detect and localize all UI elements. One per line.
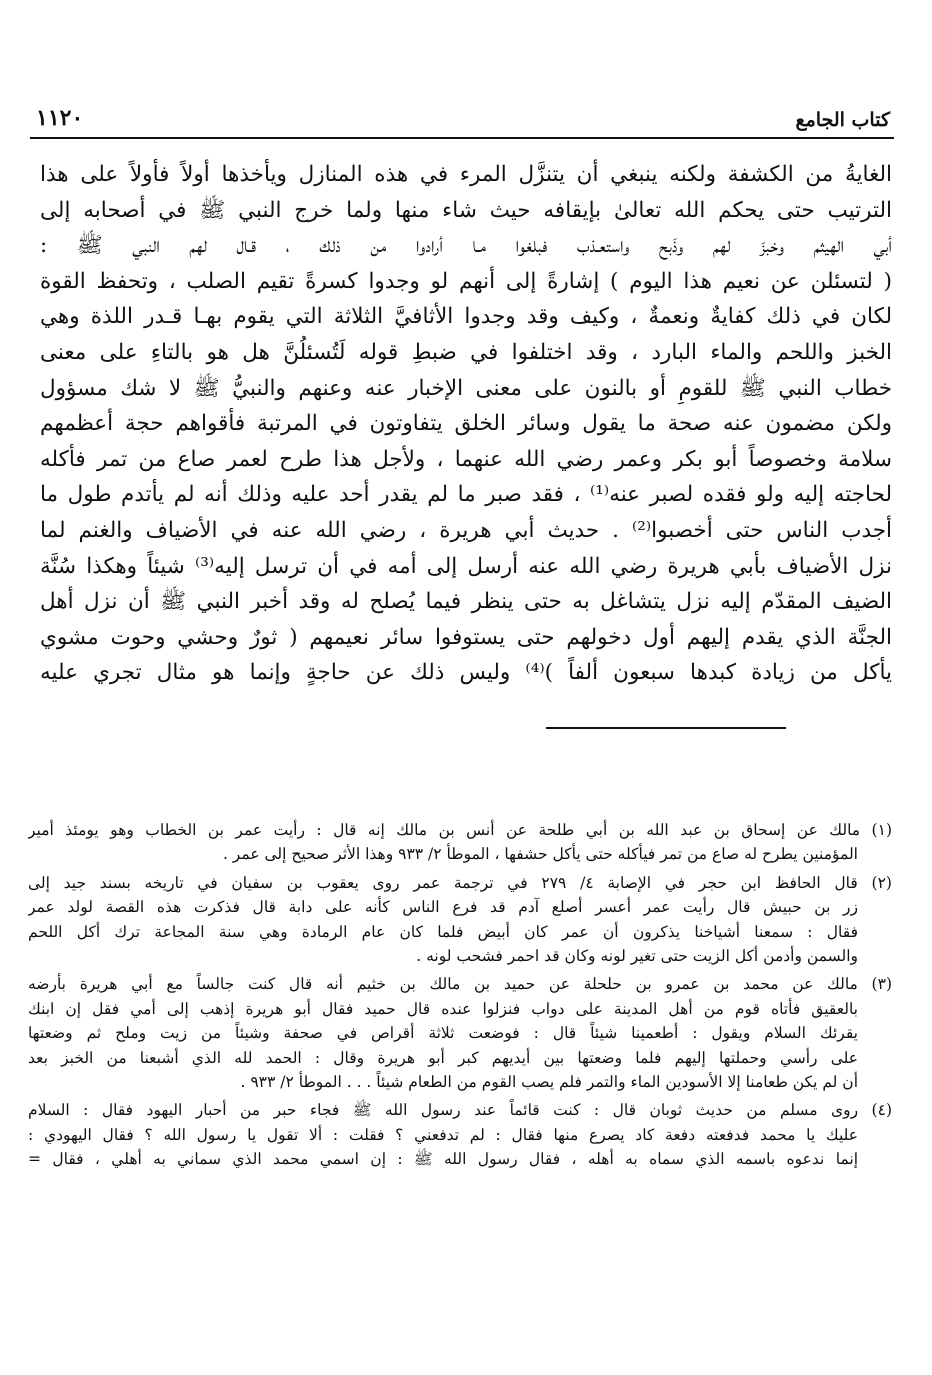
footnote-4 bbox=[28, 1098, 892, 1171]
text-line: الجنَّة الذي يقدم إليهم أول دخولهم حتى يستوفوا سائر نعيمهم ( ثورٌ وحشي وحوت مشوي bbox=[40, 624, 892, 650]
footnote-line: أن لم يكن طعامنا إلا الأسودين الماء والتمر فلم يصب القوم من الطعام شيئاً . . . الموطأ ٢/ ٩٣٣ . bbox=[240, 1072, 858, 1091]
footnote-2 bbox=[28, 871, 892, 969]
footnote-line: بالعقيق فأتاه قوم من أهل المدينة على دواب فنزلوا عنده قال حميد فقال أبو هريرة إذهب إلى أمي فقل إن ابنك bbox=[28, 999, 858, 1018]
footnote-3 bbox=[28, 972, 892, 1094]
footnote-line: عليك يا محمد فدفعته دفعة كاد يصرع منها فقال : لم تدفعني ؟ فقلت : ألا تقول يا رسول الله ؟ فقال اليهودي : bbox=[28, 1125, 858, 1144]
footnote-line: المؤمنين يطرح له صاع من تمر فيأكله حتى يأكل حشفها ، الموطأ ٢/ ٩٣٣ وهذا الأثر صحيح إلى عمر . bbox=[222, 845, 858, 864]
running-title: كتاب الجامع bbox=[795, 109, 890, 131]
footnote-line: فقال : سمعنا أشياخنا يذكرون أن عمر كان أبيض فلما كان عام الرمادة وهي سنة المجاعة ترك أكل اللحم bbox=[28, 922, 858, 941]
footnote-line: إنما ندعوه باسمه الذي سماه به أهله ، فقال رسول الله ﷺ : إن اسمي محمد الذي سماني به أهلي ، فقال = bbox=[28, 1150, 858, 1169]
text-line: يأكل من زيادة كبدها سبعون ألفاً )⁽⁴⁾ وليس ذلك عن حاجةٍ وإنما هو مثال تجري عليه bbox=[40, 660, 892, 686]
main-text bbox=[40, 157, 892, 691]
footnote-line: (٣) مالك عن محمد بن عمرو بن حلحلة عن حميد بن مالك بن خثيم أنه قال كنت جالساً مع أبي هريرة بأرضه bbox=[28, 975, 892, 994]
footnote-line: زر بن حبيش قال رأيت عمر أعسر أصلع آدم قد فرع الناس كأنه على دابة قال فذكرت هذه القصة لولد عمر bbox=[28, 898, 858, 917]
text-line: ( لتسئلن عن نعيم هذا اليوم ) إشارةً إلى أنهم لو وجدوا كسرةً تقيم الصلب ، وتحفظ القوة bbox=[40, 268, 892, 294]
text-line: أجدب الناس حتى أخصبوا⁽²⁾ . حديث أبي هريرة ، رضي الله عنه في الأضياف والغنم لما bbox=[40, 517, 892, 543]
text-line: الترتيب حتى يحكم الله تعالىٰ بإيقافه حيث شاء منها ولما خرج النبي ﷺ في أصحابه إلى bbox=[40, 197, 892, 223]
footnote-line: (١) مالك عن إسحاق بن عبد الله بن أبي طلحة عن أنس بن مالك إنه قال : رأيت عمر بن الخطاب وهو يومئذ أمير bbox=[28, 821, 892, 839]
footnotes bbox=[28, 818, 892, 1171]
text-line: الخبز واللحم والماء البارد ، وقد اختلفوا في ضبطِ قوله لَتُسئلُنَّ هل هو بالتاءِ على معنى bbox=[40, 339, 892, 365]
footnote-line: يقرئك السلام ويقول : أطعمينا شيئاً قال : فوضعت ثلاثة أقراص في صحفة وشيئاً من زيت وملح ثم وضعتها bbox=[28, 1024, 858, 1043]
footnote-line: (٤) روى مسلم من حديث ثوبان قال : كنت قائماً عند رسول الله ﷺ فجاء حبر من أحبار اليهود فقال : السلام bbox=[28, 1101, 892, 1120]
footnote-separator bbox=[546, 727, 786, 729]
footnote-line: على رأسي وحملتها إليهم فلما وضعتها بين أيديهم كبر أبو هريرة وقال : الحمد لله الذي أشبعنا من الخبز بعد bbox=[28, 1048, 858, 1067]
text-line: سلامة وخصوصاً أبو بكر وعمر رضي الله عنهما ، ولأجل هذا طرح لعمر صاع من تمر فأكله bbox=[40, 446, 892, 472]
text-line: أبي الهيثم وخبزَ لهم وذَبح واستعـذب فبلغوا مـا أرادوا من ذلك ، قـال لهم النبي ﷺ : bbox=[40, 233, 892, 259]
footnote-1 bbox=[28, 818, 892, 867]
page-number: ١١٢٠ bbox=[36, 105, 84, 131]
footnote-line: (٢) قال الحافظ ابن حجر في الإصابة ٤/ ٢٧٩ في ترجمة عمر روى يعقوب بن سفيان في تاريخه بسند جيد إلى bbox=[28, 873, 892, 892]
text-line: خطاب النبي ﷺ للقومِ أو بالنون على معنى الإخبار عنه وعنهم والنبيُّ ﷺ لا شك مسؤول bbox=[40, 375, 892, 401]
text-line: الضيف المقدّم إليه نزل يتشاغل به حتى ينظر فيما يُصلح له وقد أخبر النبي ﷺ أن نزل أهل bbox=[40, 589, 892, 615]
text-line: نزل الأضياف بأبي هريرة رضي الله عنه أرسل إلى أمه في أن ترسل إليه⁽³⁾ شيئاً وهكذا سُنَّة bbox=[40, 553, 892, 579]
text-line: لكان في ذلك كفايةٌ ونعمةٌ ، وكيف وقد وجدوا الأثافيَّ الثلاثة التي يقوم بهـا قـدر اللذة وهي bbox=[40, 304, 892, 330]
footnote-line: والسمن وأدمن أكل الزيت حتى تغير لونه وكان قد احمر فشحب لونه . bbox=[416, 946, 858, 965]
text-line: لحاجته إليه ولو فقده لصبر عنه⁽¹⁾ ، فقد صبر ما لم يقدر أحد عليه وذلك أنه لم يأتدم طول ما bbox=[40, 482, 892, 508]
text-line: الغايةُ من الكشفة ولكنه ينبغي أن يتنزَّل المرء في هذه المنازل ويأخذها أولاً فأولاً على هذا bbox=[40, 162, 892, 187]
text-line: ولكن مضمون عنه صحة ما يقول وسائر الخلق يتفاوتون في المرتبة فأقواهم حجة أعظمهم bbox=[40, 411, 892, 437]
page-header bbox=[30, 103, 894, 139]
